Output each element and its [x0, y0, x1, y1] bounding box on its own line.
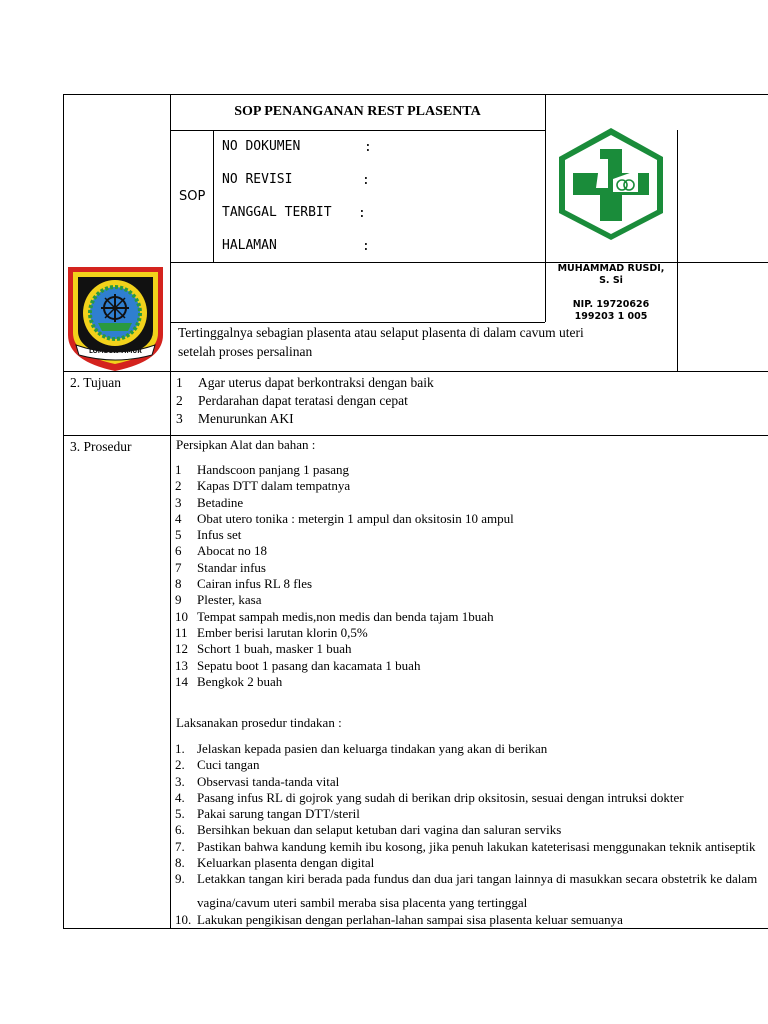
tindakan-list	[175, 741, 768, 888]
list-item: 12 Schort 1 buah, masker 1 buah	[175, 641, 352, 657]
table-line	[170, 130, 545, 131]
definition-line-1: Tertinggalnya sebagian plasenta atau selaput plasenta di dalam cavum uteri	[178, 325, 584, 340]
signatory-name: MUHAMMAD RUSDI,	[557, 263, 665, 274]
signatory-nip-continued: 199203 1 005	[574, 311, 648, 322]
list-item: 4. Pasang infus RL di gojrok yang sudah di berikan drip oksitosin, sesuai dengan intruksi dokter	[175, 789, 684, 805]
list-item: 5 Infus set	[175, 527, 242, 543]
list-item: 4 Obat utero tonika : metergin 1 ampul dan oksitosin 10 ampul	[175, 510, 514, 526]
list-item: 1. Jelaskan kepada pasien dan keluarga tindakan yang akan di berikan	[175, 741, 548, 756]
table-line	[545, 94, 546, 322]
signatory-nip: NIP. 19720626	[572, 299, 650, 310]
list-item: 13 Sepatu boot 1 pasang dan kacamata 1 buah	[175, 657, 421, 673]
regency-emblem-logo	[66, 265, 165, 373]
list-item: 3 Betadine	[175, 494, 244, 510]
table-line	[63, 371, 768, 372]
list-item: 10 Tempat sampah medis,non medis dan benda tajam 1buah	[175, 608, 494, 624]
sop-label: SOP	[179, 189, 206, 204]
list-item: 10. Lakukan pengikisan dengan perlahan-lahan sampai sisa plasenta keluar semuanya	[175, 912, 623, 927]
field-sep: :	[362, 173, 370, 188]
signatory-degree: S. Si	[599, 275, 623, 286]
field-label-halaman: HALAMAN	[222, 238, 277, 253]
field-sep: :	[364, 140, 372, 155]
table-line	[63, 94, 768, 95]
list-item: 2. Cuci tangan	[175, 757, 260, 773]
field-sep: :	[362, 239, 370, 254]
list-item: 8 Cairan infus RL 8 fles	[175, 576, 313, 592]
definition-line-2: setelah proses persalinan	[178, 344, 313, 359]
list-item: 2 Kapas DTT dalam tempatnya	[175, 478, 351, 494]
field-label-tanggal-terbit: TANGGAL TERBIT	[222, 205, 332, 220]
section-label-tujuan: 2. Tujuan	[70, 375, 122, 390]
list-item: 3. Observasi tanda-tanda vital	[175, 773, 340, 789]
list-item: 7 Standar infus	[175, 559, 266, 575]
list-item: 6 Abocat no 18	[175, 543, 268, 559]
list-item: 6. Bersihkan bekuan dan selaput ketuban dari vagina dan saluran serviks	[175, 822, 562, 838]
alat-heading: Persipkan Alat dan bahan :	[176, 437, 316, 452]
emblem-banner-text: LOMBOK TIMUR	[89, 348, 142, 355]
field-label-no-dokumen: NO DOKUMEN	[222, 139, 301, 154]
table-line	[63, 435, 768, 436]
list-item: 9. Letakkan tangan kiri berada pada fundus dan dua jari tangan lainnya di masukkan secara obstetrik ke dalam	[175, 871, 758, 887]
list-item: 7. Pastikan bahwa kandung kemih ibu kosong, jika penuh lakukan kateterisasi menggunakan teknik antiseptik	[175, 838, 756, 854]
table-line	[170, 94, 171, 929]
table-line	[63, 94, 64, 929]
list-item: 11 Ember berisi larutan klorin 0,5%	[175, 624, 368, 640]
list-item: 8. Keluarkan plasenta dengan digital	[175, 855, 375, 871]
tujuan-item: 3 Menurunkan AKI	[176, 411, 294, 426]
table-line	[170, 322, 545, 323]
table-line	[213, 130, 214, 263]
field-label-no-revisi: NO REVISI	[222, 172, 293, 187]
tujuan-item: 1 Agar uterus dapat berkontraksi dengan baik	[176, 375, 434, 390]
table-line	[677, 130, 678, 372]
list-item: 5. Pakai sarung tangan DTT/steril	[175, 806, 360, 822]
puskesmas-logo	[556, 126, 666, 242]
table-line	[170, 262, 768, 263]
document-title: SOP PENANGANAN REST PLASENTA	[234, 104, 481, 119]
list-item: 14 Bengkok 2 buah	[175, 673, 283, 689]
tindakan-heading: Laksanakan prosedur tindakan :	[176, 715, 342, 730]
list-item: 9 Plester, kasa	[175, 592, 262, 608]
tindakan-item-continued: vagina/cavum uteri sambil meraba sisa placenta yang tertinggal	[197, 895, 528, 910]
alat-list	[175, 462, 514, 690]
table-line	[63, 928, 768, 929]
section-label-prosedur: 3. Prosedur	[70, 439, 132, 454]
list-item: 1 Handscoon panjang 1 pasang	[175, 462, 349, 477]
field-sep: :	[358, 206, 366, 221]
tujuan-item: 2 Perdarahan dapat teratasi dengan cepat	[176, 393, 408, 408]
